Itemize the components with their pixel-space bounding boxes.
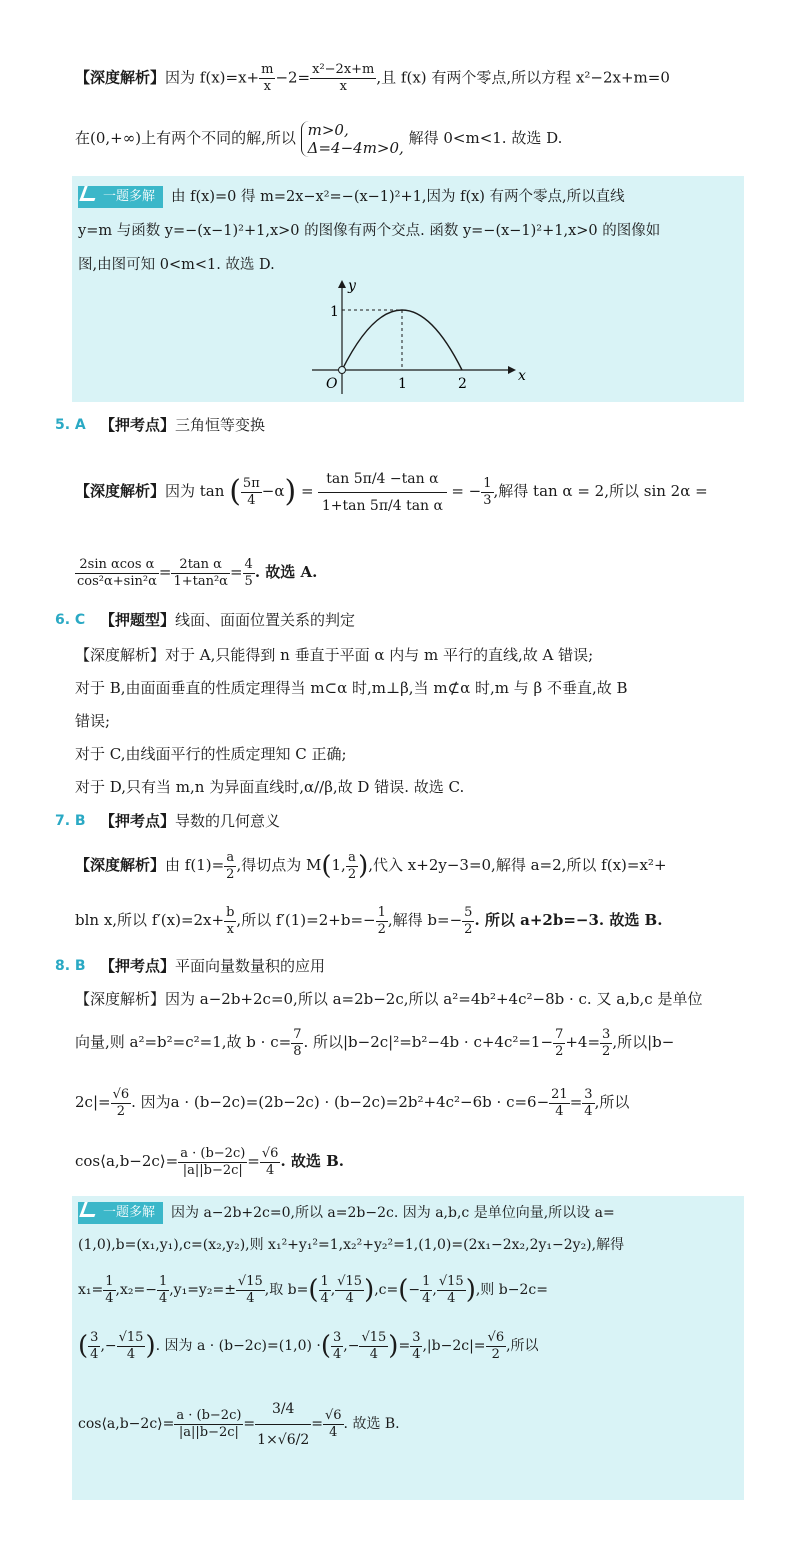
x-tick-2: 2 <box>458 376 467 392</box>
x-axis-arrow-icon <box>508 366 516 374</box>
x-label: x <box>518 368 526 384</box>
big-fraction: $\frac{\text{tan 5π/4 −tan α}}{\text{1+tan 5π/4 tan α}}$ <box>318 466 446 519</box>
q8-point: 【押考点】平面向量数量积的应用 <box>100 957 326 975</box>
analysis-heading: 【深度解析】 <box>75 68 166 87</box>
y-tick-1: 1 <box>330 304 339 320</box>
q7-point: 【押考点】导数的几何意义 <box>100 812 281 830</box>
x-tick-1: 1 <box>398 376 407 392</box>
q7-line1: 【深度解析】由 f(1)= $\frac{a}{2}$ ,得切点为 M(1, $\frac{a}{2}$ ),代入 x+2y−3=0,解得 a=2,所以 f(x)=x²+ <box>75 849 667 882</box>
q6-line5: 对于 D,只有当 m,n 为异面直线时,α//β,故 D 错误. 故选 C. <box>75 778 465 796</box>
q5-line1: 【深度解析】因为 tan ( $\frac{5\pi}{4}$ −α) = $\frac{\text{tan 5π/4 −tan α}}{\text{1+tan 5π/4 tan α}}$ = − $\frac{1}{3}$ ,解得 tan α = 2,所以 sin 2α = <box>75 455 745 527</box>
parabola-graph <box>308 276 568 396</box>
alternate-solution-box: 一题多解 由 f(x)=0 得 m=2x−x²=−(x−1)²+1,因为 f(x) 有两个零点,所以直线 y=m 与函数 y=−(x−1)²+1,x>0 的图像有两个交点. 函数 y=−(x−1)²+1,x>0 的图像如 图,由图可知 0<m<1. 故选 D. y x O 1 1 2 <box>72 176 744 402</box>
question-number: 6. C <box>55 612 86 628</box>
checkmark-icon <box>79 1202 99 1217</box>
open-circle-origin <box>339 367 346 374</box>
alternate-solution-box-2: 一题多解 因为 a−2b+2c=0,所以 a=2b−2c. 因为 a,b,c 是单位向量,所以设 a= (1,0),b=(x₁,y₁),c=(x₂,y₂),则 x₁²+y₁²=1,x₂²+y₂²=1,(1,0)=(2x₁−2x₂,2y₁−2y₂),解得 x₁= $\frac{1}{4}$ ,x₂=− $\frac{1}{4}$ ,y₁=y₂=± $\frac{√15}{4}$ ,取 b=( $\frac{1}{4}$ , $\frac{√15}{4}$ ),c=(− $\frac{1}{4}$ , $\frac{√15}{4}$ ),则 b−2c= ( $\frac{3}{4}$ ,− $\frac{√15}{4}$ ). 因为 a · (b−2c)=(1,0) ·( $\frac{3}{4}$ ,− $\frac{√15}{4}$ )= $\frac{3}{4}$ ,|b−2c|= $\frac{√6}{2}$ ,所以 cos⟨a,b−2c⟩= $\frac{a \cdot (b-2c)}{|a||b-2c|}$ = $\frac{3/4}{1\times√6/2}$ = $\frac{√6}{4}$ . 故选 B. <box>72 1196 744 1500</box>
y-axis-arrow-icon <box>338 280 346 288</box>
equation-system: m>0, Δ=4−4m>0, <box>301 121 404 157</box>
fraction: $\frac{\text{x²−2x+m}}{x}$ <box>312 62 375 94</box>
alt-solution-tag: 一题多解 <box>78 1202 163 1224</box>
alt-solution-tag: 一题多解 <box>78 186 163 208</box>
q8-line2: 向量,则 a²=b²=c²=1,故 b · c= $\frac{7}{8}$ . 所以|b−2c|²=b²−4b · c+4c²=1− $\frac{7}{2}$ +4= $\frac{3}{2}$ ,所以|b− <box>75 1026 675 1059</box>
question-number: 7. B <box>55 813 86 829</box>
q7-line2: bln x,所以 f′(x)=2x+ $\frac{b}{x}$ ,所以 f′(1)=2+b=− $\frac{1}{2}$ ,解得 b=− $\frac{5}{2}$ . 所以 a+2b=−3. 故选 B. <box>75 904 663 937</box>
q6-line4: 对于 C,由线面平行的性质定理知 C 正确; <box>75 745 347 763</box>
question-number: 5. A <box>55 417 86 433</box>
y-label: y <box>348 278 356 294</box>
s1-line2: 在(0,+∞)上有两个不同的解,所以 m>0, Δ=4−4m>0, 解得 0<m<1. 故选 D. <box>75 121 563 157</box>
q8-line3: 2c|= $\frac{√6}{2}$ . 因为a · (b−2c)=(2b−2c) · (b−2c)=2b²+4c²−6b · c=6− $\frac{21}{4}$ = $\frac{3}{4}$ ,所以 <box>75 1086 630 1119</box>
q8-line4: cos⟨a,b−2c⟩= $\frac{a \cdot (b-2c)}{|a||b-2c|}$ = $\frac{√6}{4}$ . 故选 B. <box>75 1145 345 1178</box>
checkmark-icon <box>79 186 99 201</box>
q6-line3: 错误; <box>75 712 111 730</box>
question-number: 8. B <box>55 958 86 974</box>
origin-label: O <box>326 376 338 392</box>
q8-line1: 【深度解析】因为 a−2b+2c=0,所以 a=2b−2c,所以 a²=4b²+4c²−8b · c. 又 a,b,c 是单位 <box>75 990 703 1008</box>
q6-line2: 对于 B,由面面垂直的性质定理得当 m⊂α 时,m⊥β,当 m⊄α 时,m 与 β 不垂直,故 B <box>75 679 628 697</box>
q6-point: 【押题型】线面、面面位置关系的判定 <box>100 611 356 629</box>
fraction: $\frac{m}{x}$ <box>261 62 274 94</box>
s1-line1: 【深度解析】因为 f(x)=x+ $\frac{m}{x}$ −2= $\frac{\text{x²−2x+m}}{x}$ ,且 f(x) 有两个零点,所以方程 x²−2x+m=0 <box>75 62 670 94</box>
q5-point: 【押考点】三角恒等变换 <box>100 416 266 434</box>
q6-line1: 【深度解析】对于 A,只能得到 n 垂直于平面 α 内与 m 平行的直线,故 A 错误; <box>75 646 594 664</box>
q5-line2: $\frac{\text{2sin αcos α}}{\text{cos²α+sin²α}}$ = $\frac{\text{2tan α}}{\text{1+tan²α}}$ = $\frac{4}{5}$ . 故选 A. <box>77 556 318 589</box>
